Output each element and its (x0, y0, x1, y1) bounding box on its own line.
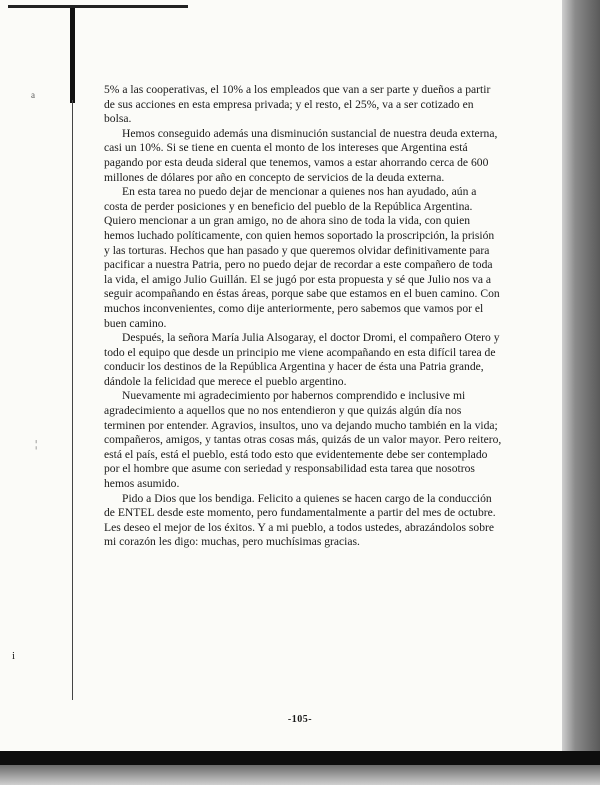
margin-mark: i (12, 650, 16, 662)
scan-shadow-right (562, 0, 600, 785)
paragraph: Hemos conseguido además una disminución sustancial de nuestra deuda externa, casi un 10%. Si se tiene en cuenta el monto de los intereses que Argentina está pagando por esta deuda sideral que tenemos, vamos a estar ahorrando cerca de 600 millones de dólares por año en concepto de servicios de la deuda externa. (104, 126, 498, 184)
paragraph: Pido a Dios que los bendiga. Felicito a quienes se hacen cargo de la conducción de ENTEL desde este momento, pero fundamentalmente a partir del mes de octubre. Les deseo el mejor de los éxitos. Y a mi pueblo, a todos ustedes, abrazándolos sobre mi corazón les digo: muchas, pero muchísimas gracias. (104, 491, 496, 549)
paragraph: Después, la señora María Julia Alsogaray, el doctor Dromi, el compañero Otero y todo el equipo que desde un principio me viene acompañando en esta difícil tarea de conducir los destinos de la República Argentina y hacer de ésta una Patria grande, dándole la felicidad que merece el pueblo argentino. (104, 331, 500, 388)
binding-bar (70, 8, 75, 103)
binding-line (72, 100, 73, 700)
page-number: -105- (287, 714, 313, 725)
paragraph: En esta tarea no puedo dejar de mencionar a quienes nos han ayudado, aún a costa de perder posiciones y en beneficio del pueblo de la República Argentina. Quiero mencionar a un gran amigo, no de ahora sino de toda la vida, con quien hemos luchado políticamente, con quien hemos soportado la proscripción, la prisión y las torturas. Hechos que han pasado y que queremos olvidar definitivamente para pacificar a nuestra Patria, pero no puedo dejar de recordar a este compañero de toda la vida, el amigo Julio Guillán. El se jugó por esta propuesta y sé que Julio nos va a seguir acompañando en éstas áreas, porque sabe que estamos en el buen camino. Con muchos inconvenientes, como dije anteriormente, pero sabemos que vamos por el buen camino. (104, 185, 500, 330)
margin-mark: a (31, 90, 35, 100)
body-text (104, 83, 502, 550)
top-rule (8, 5, 188, 8)
paragraph: 5% a las cooperativas, el 10% a los empleados que van a ser parte y dueños a partir de sus acciones en esta empresa privada; y el resto, el 25%, va a ser cotizado en bolsa. (104, 83, 491, 126)
scan-shadow-bottom (0, 765, 600, 785)
margin-mark: ¦ (35, 438, 38, 450)
scan-edge-bottom (0, 751, 600, 765)
paragraph: Nuevamente mi agradecimiento por habernos comprendido e inclusive mi agradecimiento a aquellos que no nos entendieron y que quizás algún día nos terminen por entender. Agravios, insultos, uno va dejando mucho también en la vida; compañeros, amigos, y tantas otras cosas más, quizás de un valor mayor. Pero reitero, está el país, está el pueblo, está todo esto que evidentemente debe ser contemplado por el hombre que asume con seriedad y responsabilidad esta tarea que nosotros hemos asumido. (104, 389, 502, 491)
